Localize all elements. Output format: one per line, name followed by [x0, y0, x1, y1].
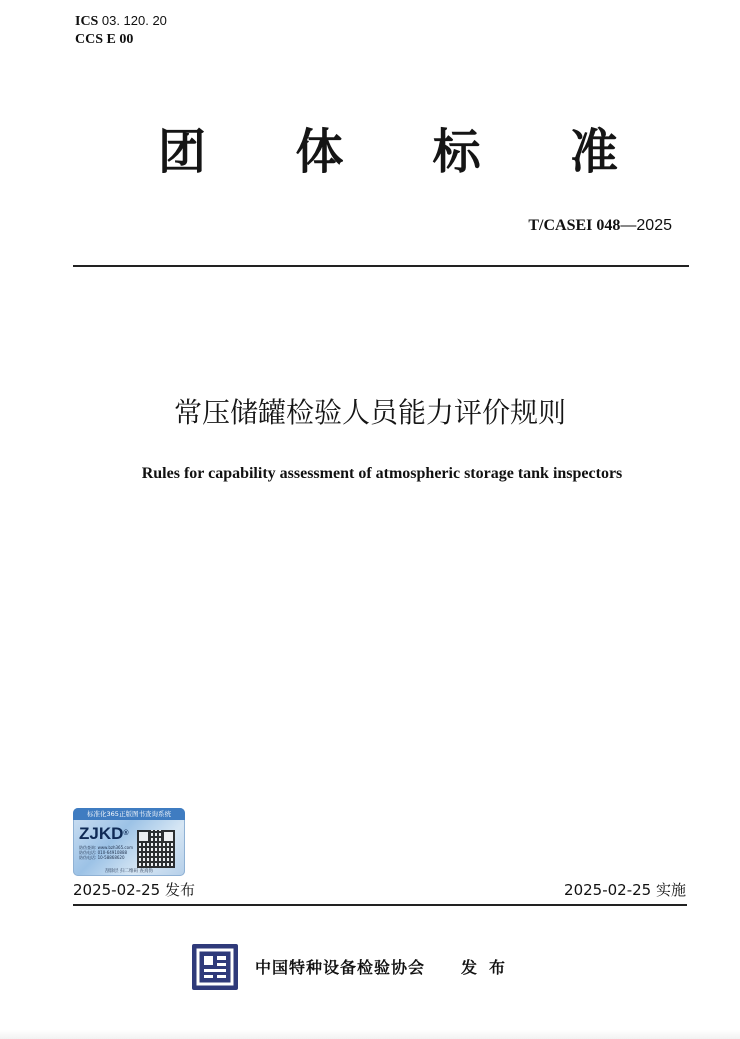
- standard-type-char-3: 标: [432, 124, 481, 180]
- anti-counterfeit-sticker: [73, 808, 185, 876]
- registered-mark: ®: [123, 830, 129, 837]
- publish-label: 发布: [461, 958, 518, 977]
- standard-number-year: —2025: [620, 217, 672, 234]
- sticker-brand: [79, 824, 129, 844]
- page-edge: [0, 1030, 740, 1039]
- qr-code-icon: [137, 830, 175, 868]
- top-divider: [73, 265, 689, 267]
- sticker-info-line: 防伪电话: 010-64910888: [79, 850, 128, 855]
- document-title-en: Rules for capability assessment of atmospheric storage tank inspectors: [141, 465, 623, 482]
- standard-type-heading: [158, 120, 618, 184]
- standard-type-char-4: 准: [569, 124, 618, 180]
- association-logo-icon: [192, 944, 238, 990]
- ccs-value: E 00: [106, 32, 134, 47]
- standard-number-prefix: T/CASEI 048: [528, 217, 621, 234]
- standard-type-char-2: 体: [295, 124, 344, 180]
- standard-type-char-1: 团: [158, 124, 207, 180]
- publisher-name: 中国特种设备检验协会: [255, 958, 426, 977]
- ics-value: 03. 120. 20: [101, 13, 167, 28]
- ccs-code: [75, 31, 133, 49]
- document-title-zh: 常压储罐检验人员能力评价规则: [173, 396, 566, 429]
- ccs-label: CCS: [75, 32, 104, 47]
- standard-number: [528, 216, 672, 236]
- sticker-brand-name: ZJKD: [79, 824, 124, 843]
- implementation-date: 2025-02-25 实施: [564, 881, 686, 899]
- ics-label: ICS: [75, 14, 99, 29]
- sticker-band-text: 标准化365正版图书查询系统: [73, 808, 185, 820]
- sticker-info-line: 防伪电话: 10-58868620: [79, 855, 125, 860]
- sticker-info-line: 防伪查询: www.bzh365.com: [79, 845, 133, 850]
- bottom-divider: [73, 904, 687, 906]
- ics-code: [75, 12, 167, 31]
- issue-date: 2025-02-25 发布: [73, 881, 195, 899]
- sticker-footer-text: 刮涂层 扫二维码 查真伪: [105, 869, 153, 874]
- sticker-info: [79, 845, 137, 860]
